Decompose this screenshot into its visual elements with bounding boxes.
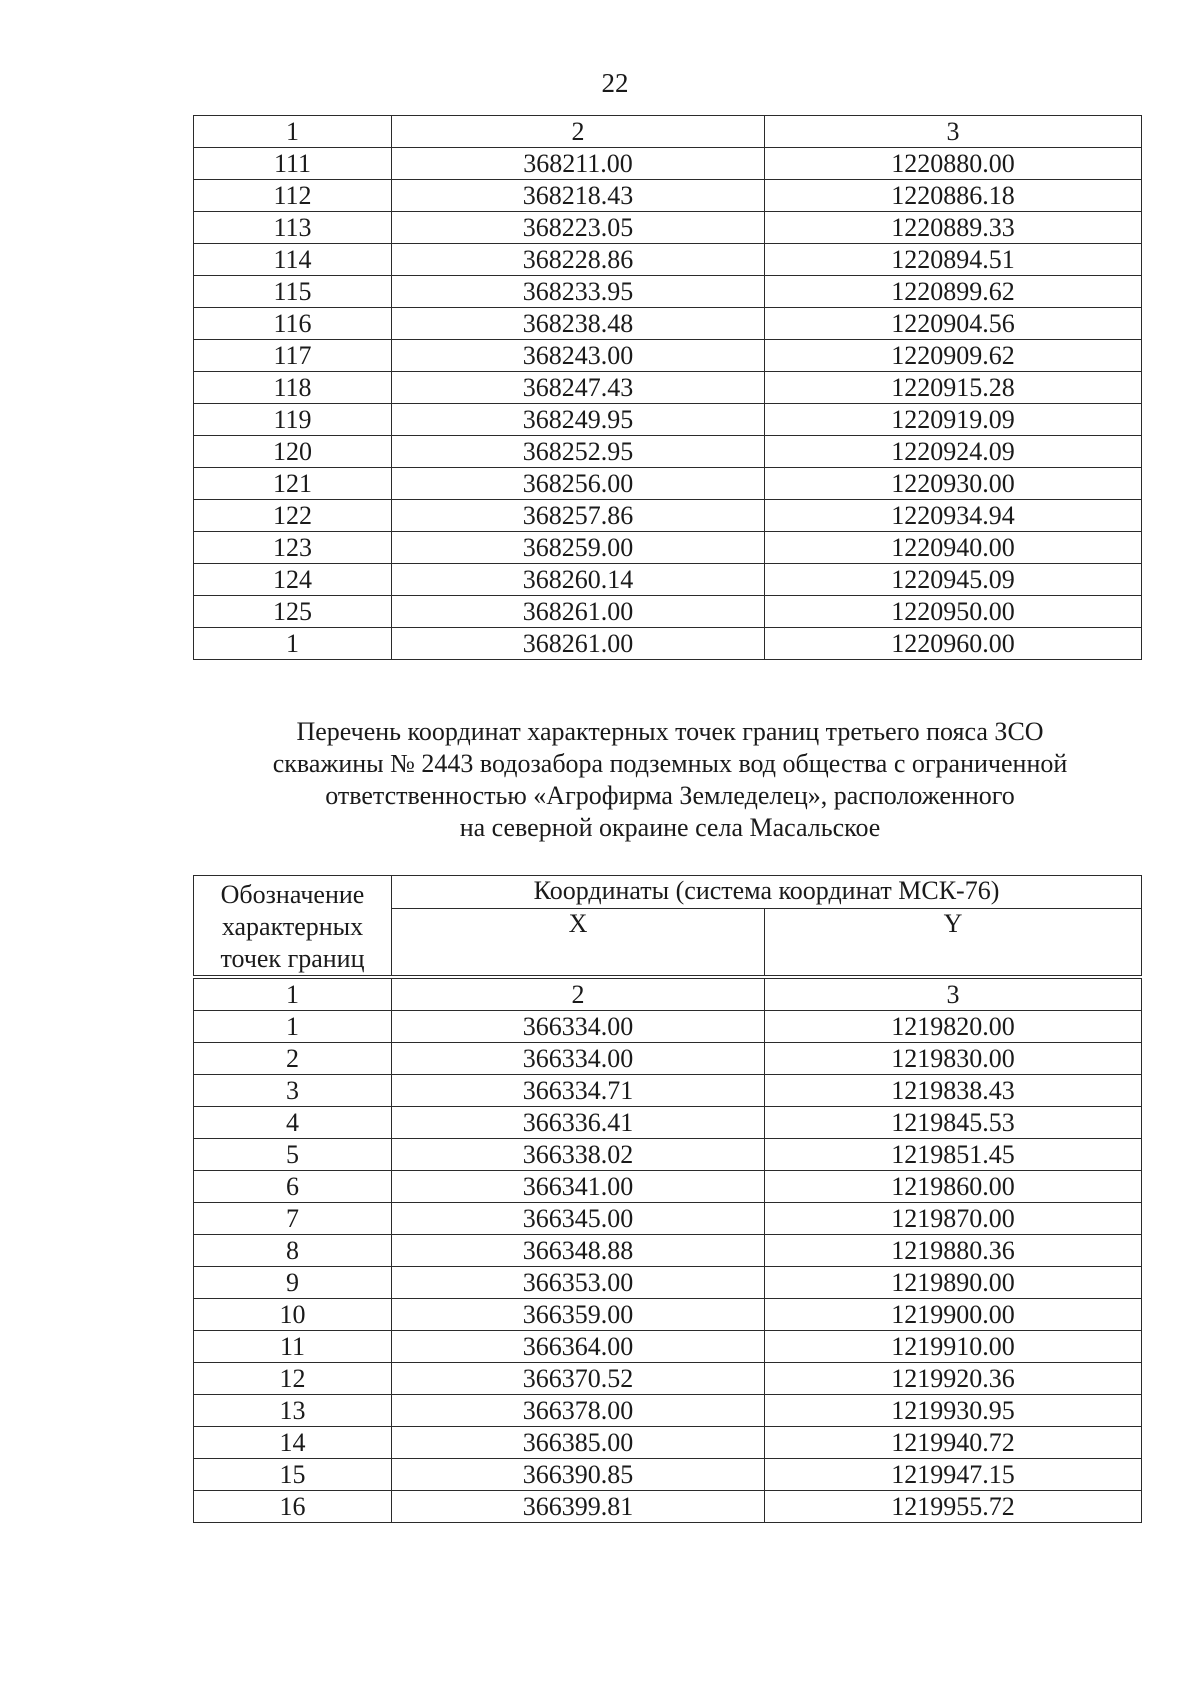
column-number-row	[194, 116, 1142, 148]
point-number: 14	[194, 1427, 392, 1459]
point-number: 118	[194, 372, 392, 404]
y-coordinate: 1219838.43	[765, 1075, 1142, 1107]
table-row	[194, 596, 1142, 628]
x-coordinate: 368243.00	[392, 340, 765, 372]
point-number: 123	[194, 532, 392, 564]
coordinates-table-continued-body	[194, 116, 1142, 660]
column-number-row	[194, 979, 1142, 1011]
x-coordinate: 366338.02	[392, 1139, 765, 1171]
x-coordinate: 366370.52	[392, 1363, 765, 1395]
coordinates-system-header: Координаты (система координат МСК-76)	[392, 876, 1142, 909]
x-coordinate: 366345.00	[392, 1203, 765, 1235]
y-coordinate: 1219947.15	[765, 1459, 1142, 1491]
x-coordinate: 368257.86	[392, 500, 765, 532]
point-number: 15	[194, 1459, 392, 1491]
coordinates-table	[193, 978, 1142, 1523]
y-coordinate: 1219870.00	[765, 1203, 1142, 1235]
coordinates-table-body	[194, 979, 1142, 1523]
table-row	[194, 468, 1142, 500]
table-row	[194, 308, 1142, 340]
x-coordinate: 368261.00	[392, 628, 765, 660]
point-number: 6	[194, 1171, 392, 1203]
table-row	[194, 1491, 1142, 1523]
y-coordinate: 1220889.33	[765, 212, 1142, 244]
y-coordinate: 1220930.00	[765, 468, 1142, 500]
y-coordinate: 1219955.72	[765, 1491, 1142, 1523]
y-coordinate: 1219940.72	[765, 1427, 1142, 1459]
point-number: 8	[194, 1235, 392, 1267]
point-number: 119	[194, 404, 392, 436]
y-coordinate: 1219845.53	[765, 1107, 1142, 1139]
point-number: 116	[194, 308, 392, 340]
table-row	[194, 436, 1142, 468]
point-number: 11	[194, 1331, 392, 1363]
y-coordinate: 1220960.00	[765, 628, 1142, 660]
x-coordinate: 366334.00	[392, 1011, 765, 1043]
y-coordinate: 1220950.00	[765, 596, 1142, 628]
y-coordinate: 1220909.62	[765, 340, 1142, 372]
table-row	[194, 1459, 1142, 1491]
table-row	[194, 340, 1142, 372]
point-number: 111	[194, 148, 392, 180]
section-heading-line: Перечень координат характерных точек границ третьего пояса ЗСО	[296, 717, 1044, 746]
table-row	[194, 1331, 1142, 1363]
y-coordinate: 1220945.09	[765, 564, 1142, 596]
table-row	[194, 148, 1142, 180]
designation-header: Обозначение характерных точек границ	[194, 876, 392, 976]
table-row	[194, 1011, 1142, 1043]
point-number: 121	[194, 468, 392, 500]
x-coordinate: 368211.00	[392, 148, 765, 180]
point-number: 115	[194, 276, 392, 308]
table-row	[194, 1107, 1142, 1139]
section-heading-line: на северной окраине села Масальское	[459, 813, 881, 842]
y-coordinate: 1220880.00	[765, 148, 1142, 180]
y-coordinate: 1220904.56	[765, 308, 1142, 340]
y-column-header: Y	[765, 908, 1142, 975]
table-row	[194, 244, 1142, 276]
x-coordinate: 368228.86	[392, 244, 765, 276]
point-number: 3	[194, 1075, 392, 1107]
y-coordinate: 1219910.00	[765, 1331, 1142, 1363]
table-row	[194, 1171, 1142, 1203]
table-row	[194, 1043, 1142, 1075]
y-coordinate: 1220899.62	[765, 276, 1142, 308]
x-coordinate: 366334.71	[392, 1075, 765, 1107]
y-coordinate: 1220915.28	[765, 372, 1142, 404]
x-coordinate: 368256.00	[392, 468, 765, 500]
column-number-2: 2	[392, 116, 765, 148]
column-number-3: 3	[765, 116, 1142, 148]
x-coordinate: 366385.00	[392, 1427, 765, 1459]
x-coordinate: 368247.43	[392, 372, 765, 404]
x-coordinate: 366378.00	[392, 1395, 765, 1427]
point-number: 4	[194, 1107, 392, 1139]
x-coordinate: 368218.43	[392, 180, 765, 212]
point-number: 117	[194, 340, 392, 372]
table-row	[194, 1267, 1142, 1299]
table-row	[194, 212, 1142, 244]
x-coordinate: 366341.00	[392, 1171, 765, 1203]
point-number: 112	[194, 180, 392, 212]
point-number: 114	[194, 244, 392, 276]
table-row	[194, 1363, 1142, 1395]
x-coordinate: 368233.95	[392, 276, 765, 308]
table-row	[194, 1203, 1142, 1235]
table-row	[194, 1139, 1142, 1171]
point-number: 113	[194, 212, 392, 244]
x-coordinate: 368223.05	[392, 212, 765, 244]
table-row	[194, 372, 1142, 404]
x-coordinate: 366348.88	[392, 1235, 765, 1267]
y-coordinate: 1219851.45	[765, 1139, 1142, 1171]
table-row	[194, 1427, 1142, 1459]
column-number-3: 3	[765, 979, 1142, 1011]
point-number: 9	[194, 1267, 392, 1299]
point-number: 16	[194, 1491, 392, 1523]
y-coordinate: 1219920.36	[765, 1363, 1142, 1395]
section-heading-line: ответственностью «Агрофирма Земледелец», расположенного	[325, 781, 1015, 810]
x-coordinate: 368252.95	[392, 436, 765, 468]
point-number: 7	[194, 1203, 392, 1235]
x-coordinate: 366364.00	[392, 1331, 765, 1363]
table-row	[194, 404, 1142, 436]
table-row	[194, 180, 1142, 212]
y-coordinate: 1220940.00	[765, 532, 1142, 564]
x-coordinate: 366399.81	[392, 1491, 765, 1523]
column-number-2: 2	[392, 979, 765, 1011]
y-coordinate: 1220894.51	[765, 244, 1142, 276]
x-coordinate: 368261.00	[392, 596, 765, 628]
point-number: 2	[194, 1043, 392, 1075]
point-number: 125	[194, 596, 392, 628]
x-coordinate: 366336.41	[392, 1107, 765, 1139]
section-heading	[170, 716, 1170, 844]
point-number: 13	[194, 1395, 392, 1427]
x-coordinate: 366353.00	[392, 1267, 765, 1299]
y-coordinate: 1220886.18	[765, 180, 1142, 212]
y-coordinate: 1219860.00	[765, 1171, 1142, 1203]
table-row	[194, 276, 1142, 308]
table-row	[194, 532, 1142, 564]
y-coordinate: 1219820.00	[765, 1011, 1142, 1043]
x-column-header: X	[392, 908, 765, 975]
x-coordinate: 368259.00	[392, 532, 765, 564]
point-number: 1	[194, 628, 392, 660]
point-number: 122	[194, 500, 392, 532]
coordinates-table-continued	[193, 115, 1142, 660]
point-number: 10	[194, 1299, 392, 1331]
x-coordinate: 368249.95	[392, 404, 765, 436]
y-coordinate: 1219890.00	[765, 1267, 1142, 1299]
point-number: 124	[194, 564, 392, 596]
table-row	[194, 628, 1142, 660]
table-row	[194, 1235, 1142, 1267]
y-coordinate: 1220919.09	[765, 404, 1142, 436]
table-row	[194, 500, 1142, 532]
point-number: 5	[194, 1139, 392, 1171]
x-coordinate: 366390.85	[392, 1459, 765, 1491]
section-heading-line: скважины № 2443 водозабора подземных вод общества с ограниченной	[272, 749, 1068, 778]
x-coordinate: 368238.48	[392, 308, 765, 340]
point-number: 1	[194, 1011, 392, 1043]
page-number: 22	[601, 68, 629, 98]
y-coordinate: 1219830.00	[765, 1043, 1142, 1075]
point-number: 120	[194, 436, 392, 468]
x-coordinate: 366359.00	[392, 1299, 765, 1331]
column-number-1: 1	[194, 979, 392, 1011]
column-number-1: 1	[194, 116, 392, 148]
table-row	[194, 1075, 1142, 1107]
y-coordinate: 1219900.00	[765, 1299, 1142, 1331]
table-row	[194, 1395, 1142, 1427]
coordinates-table-header	[193, 875, 1142, 976]
point-number: 12	[194, 1363, 392, 1395]
y-coordinate: 1220924.09	[765, 436, 1142, 468]
table-row	[194, 564, 1142, 596]
y-coordinate: 1220934.94	[765, 500, 1142, 532]
table-row	[194, 1299, 1142, 1331]
y-coordinate: 1219880.36	[765, 1235, 1142, 1267]
x-coordinate: 368260.14	[392, 564, 765, 596]
x-coordinate: 366334.00	[392, 1043, 765, 1075]
y-coordinate: 1219930.95	[765, 1395, 1142, 1427]
